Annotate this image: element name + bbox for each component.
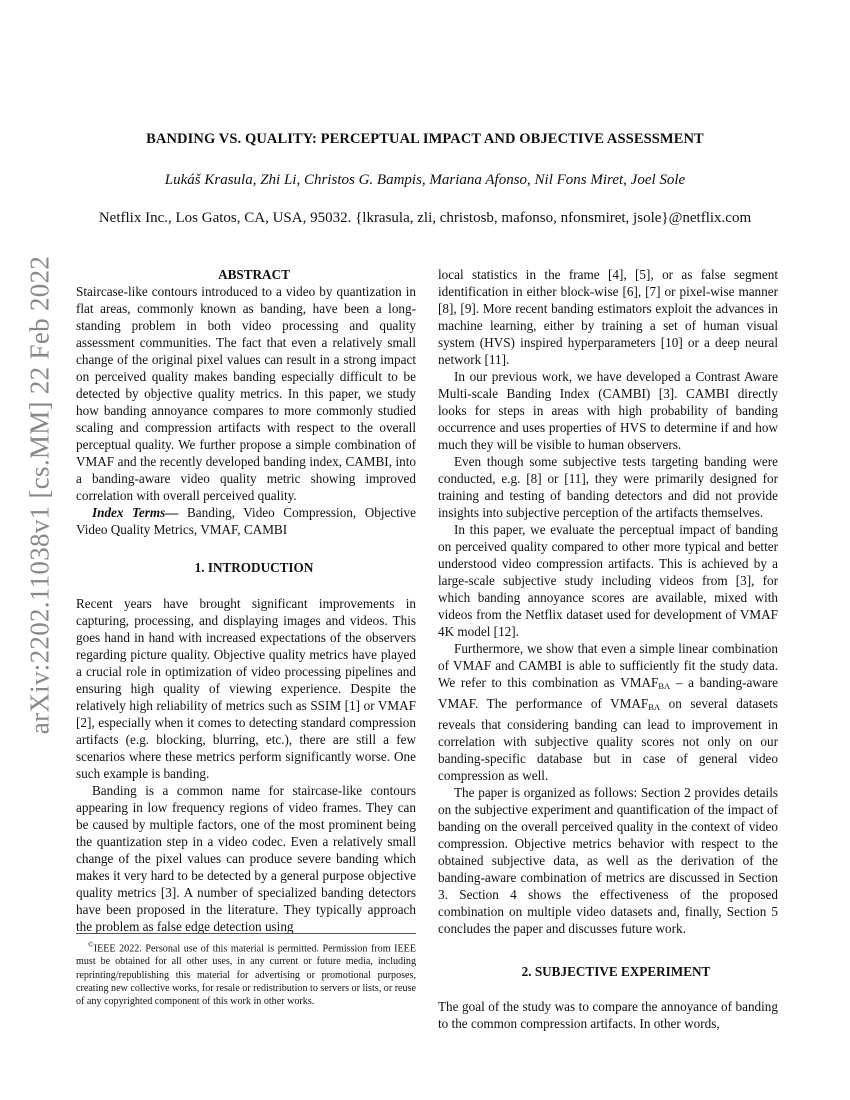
right-column (438, 266, 778, 1032)
intro-heading: 1. INTRODUCTION (194, 560, 314, 575)
author-list: Lukáš Krasula, Zhi Li, Christos G. Bampis, Mariana Afonso, Nil Fons Miret, Joel Sole (164, 172, 686, 188)
footnote-body (76, 938, 416, 1008)
intro-paragraph-furthermore (438, 640, 778, 784)
paper-title: BANDING VS. QUALITY: PERCEPTUAL IMPACT AND OBJECTIVE ASSESSMENT (146, 131, 704, 147)
footnote-text: IEEE 2022. Personal use of this material is permitted. Permission from IEEE must be obtained for all other uses, in any current or future media, including reprinting/republishing this material for advertising or promotional purposes, creating new collective works, for resale or redistribution to servers or lists, or reuse of any copyrighted component of this work in other works. (76, 943, 416, 1007)
intro-paragraph-this-paper: In this paper, we evaluate the perceptual impact of banding on perceived quality compared to other more typical and better understood video compression artifacts. This is achieved by a large-scale subjective study including videos from [3], for which banding annoyance scores are available, mixed with videos from the Netflix dataset used for development of VMAF 4K model [12]. (438, 522, 778, 639)
furthermore-part-a: Furthermore, we show that even a simple linear combination of VMAF and CAMBI is able to sufficiently fit the study data. We refer to this combination as VMAF (438, 641, 778, 690)
abstract-heading: ABSTRACT (218, 267, 290, 282)
intro-paragraph-1: Recent years have brought significant improvements in capturing, processing, and displaying images and videos. This goes hand in hand with increased expectations of the observers regarding picture quality. Objective quality metrics have played a crucial role in optimization of video processing pipelines and ensuring high quality of viewing experience. Despite the relatively high reliability of metrics such as SSIM [1] or VMAF [2], especially when it comes to detecting standard compression artifacts (e.g. blocking, blurring, etc.), there are still a few scenarios where these metrics perform significantly worse. One such example is banding. (76, 596, 416, 781)
furthermore-part-c: on several datasets reveals that considering banding can lead to improvement in correlation with subjective quality scores not only on our banding-specific database but in case of general video compression as well. (438, 696, 779, 783)
vmaf-ba-subscript-1: BA (658, 681, 671, 691)
intro-paragraph-organization: The paper is organized as follows: Section 2 provides details on the subjective experiment and quantification of the impact of banding on the overall perceived quality in the context of video compression. Objective metrics behavior with respect to the obtained subjective data, as well as the derivation of the banding-aware combination of metrics are discussed in Section 3. Section 4 shows the effectiveness of the proposed combination on multiple video datasets and, finally, Section 5 concludes the paper and discusses future work. (438, 785, 778, 936)
furthermore-part-b: – a banding-aware VMAF. The performance of VMAF (438, 675, 778, 711)
index-terms (76, 504, 416, 538)
section2-paragraph: The goal of the study was to compare the annoyance of banding to the common compression artifacts. In other words, (438, 999, 778, 1031)
intro-paragraph-3: local statistics in the frame [4], [5], or as false segment identification in either block-wise [6], [7] or pixel-wise manner [8], [9]. More recent banding estimators exploit the advances in machine learning, either by training a set of human visual system (HVS) inspired hyperparameters [10] or a deep neural network [11]. (438, 267, 778, 367)
affiliation: Netflix Inc., Los Gatos, CA, USA, 95032. {lkrasula, zli, christosb, mafonso, nfonsmiret, jsole}@netflix.com (98, 210, 752, 226)
section2-heading: 2. SUBJECTIVE EXPERIMENT (521, 964, 711, 979)
arxiv-sidebar (20, 255, 60, 735)
footnote-mark: © (88, 940, 94, 949)
index-terms-text: Banding, Video Compression, Objective Video Quality Metrics, VMAF, CAMBI (76, 505, 416, 537)
copyright-footnote (76, 933, 416, 1008)
intro-paragraph-2: Banding is a common name for staircase-like contours appearing in low frequency regions of video frames. They can be caused by multiple factors, one of the most prominent being the quantization step in a video codec. Even a relatively small change of the pixel values can produce severe banding which makes it very hard to be detected by a general purpose objective quality metrics [3]. A number of specialized banding detectors have been proposed in the literature. They typically approach the problem as false edge detection using (76, 783, 416, 934)
arxiv-identifier: arXiv:2202.11038v1 [cs.MM] 22 Feb 2022 (24, 255, 55, 735)
vmaf-ba-subscript-2: BA (648, 702, 661, 712)
left-column (76, 266, 416, 935)
index-terms-label: Index Terms— (92, 505, 179, 520)
intro-paragraph-tests: Even though some subjective tests targeting banding were conducted, e.g. [8] or [11], they were primarily designed for training and testing of banding detectors and did not provide insights into subjective perception of the artifacts themselves. (438, 454, 778, 520)
abstract-text: Staircase-like contours introduced to a video by quantization in flat areas, commonly known as banding, have been a long-standing problem in both video processing and quality assessment communities. The fact that even a relatively small change of the original pixel values can result in a strong impact on perceived quality makes banding especially difficult to be detected by objective quality metrics. In this paper, we study how banding annoyance compares to more commonly studied scaling and compression artifacts with respect to the overall perceptual quality. We further propose a simple combination of VMAF and the recently developed banding index, CAMBI, into a banding-aware video quality metric showing improved correlation with overall perceived quality. (76, 284, 416, 503)
intro-paragraph-cambi: In our previous work, we have developed a Contrast Aware Multi-scale Banding Index (CAMBI) [3]. CAMBI directly looks for steps in areas with high probability of banding occurrence and uses properties of HVS to determine if and how much they will be visible to human observers. (438, 369, 778, 452)
